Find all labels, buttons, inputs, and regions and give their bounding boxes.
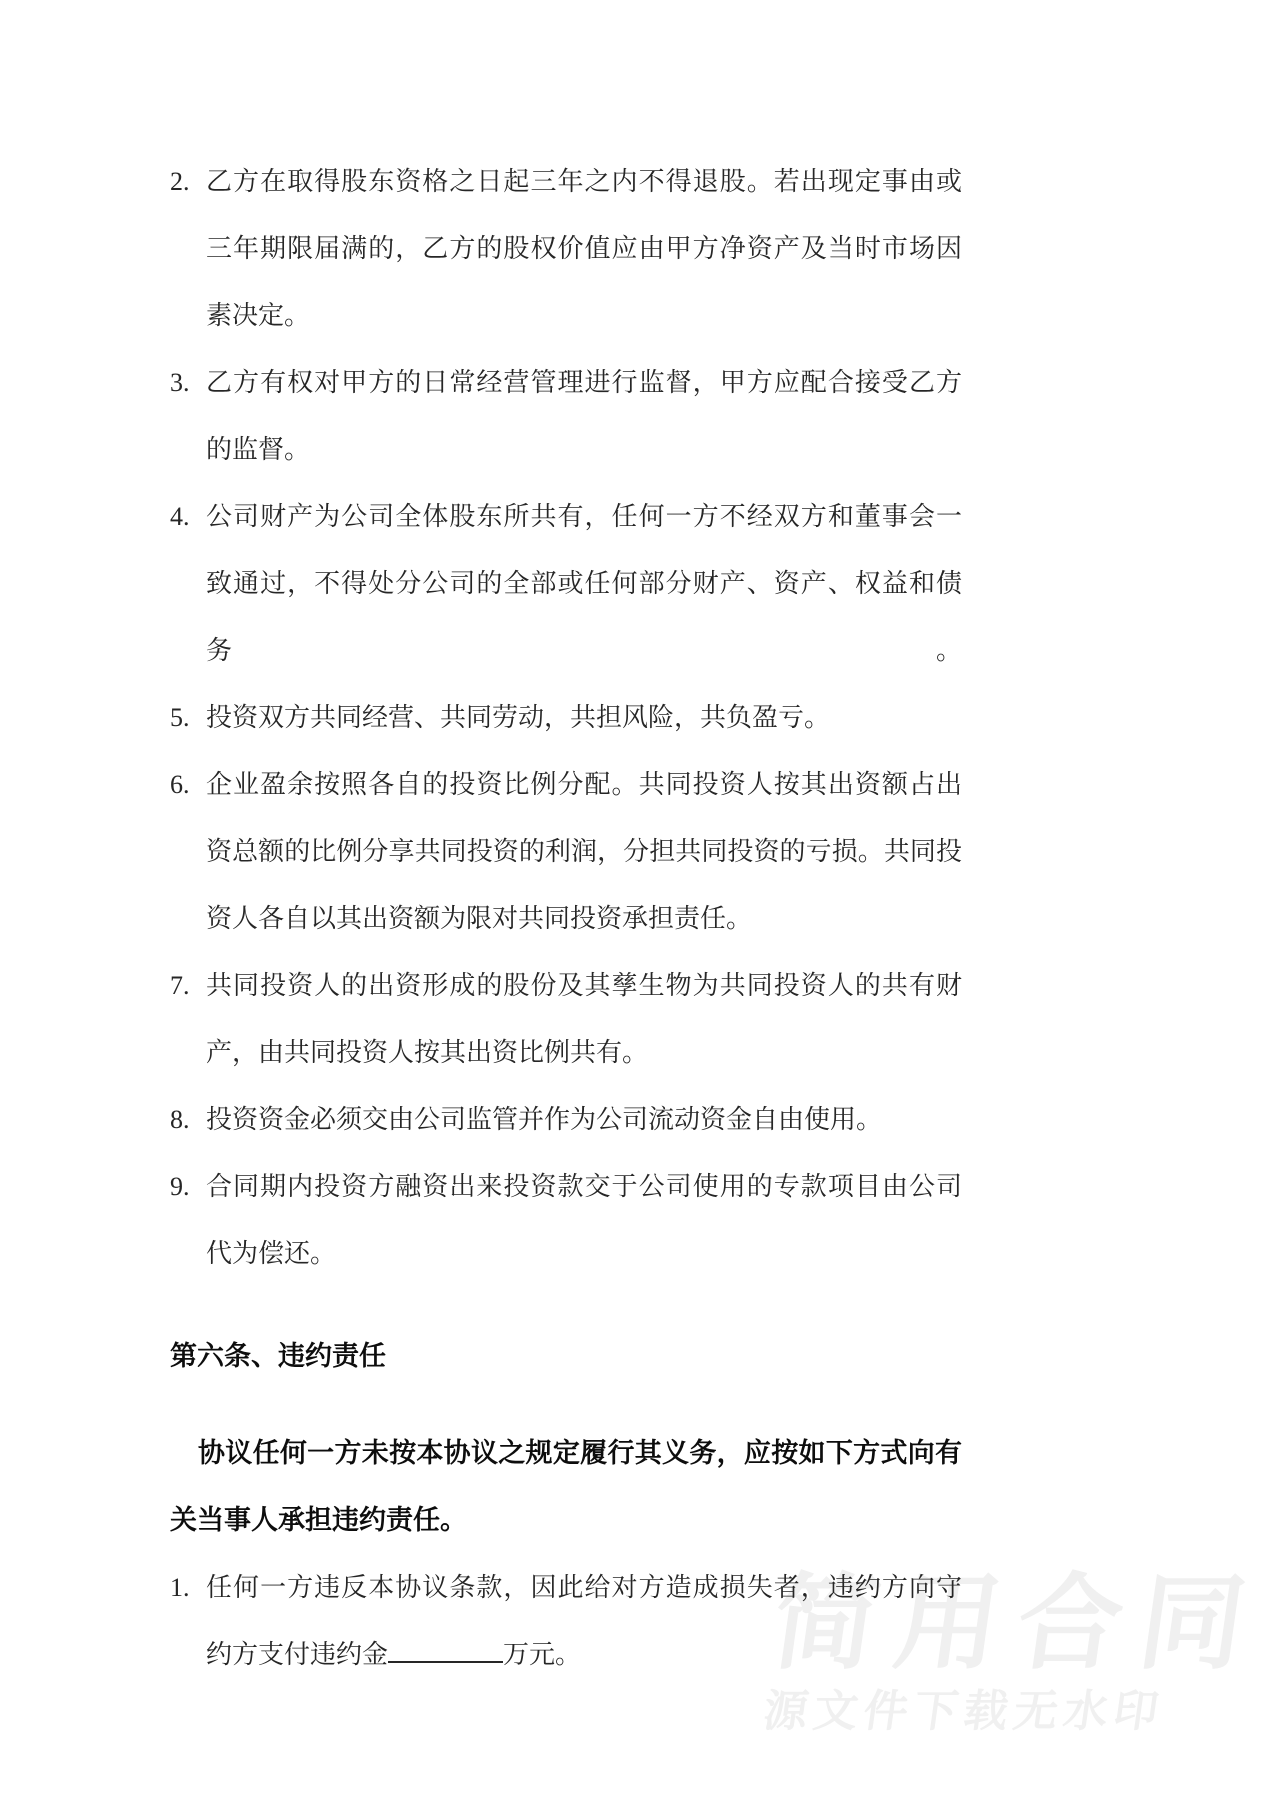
item-line: 产，由共同投资人按其出资比例共有。 xyxy=(206,1038,649,1067)
item-line: 代为偿还。 xyxy=(206,1239,337,1268)
item-text xyxy=(206,148,962,349)
item-text xyxy=(206,684,962,751)
penalty-suffix: 万元。 xyxy=(503,1640,582,1669)
contract-item-2 xyxy=(170,148,962,349)
item-line: 资人各自以其出资额为限对共同投资承担责任。 xyxy=(206,904,753,933)
item-text xyxy=(206,349,962,483)
item-line: 投资双方共同经营、共同劳动，共担风险，共负盈亏。 xyxy=(206,703,831,732)
intro-line: 关当事人承担违约责任。 xyxy=(170,1505,467,1535)
item-text xyxy=(206,751,962,952)
item-text xyxy=(206,1086,962,1153)
item-line: 投资资金必须交由公司监管并作为公司流动资金自由使用。 xyxy=(206,1105,883,1134)
item-line: 任何一方违反本协议条款，因此给对方造成损失者，违约方向守 xyxy=(206,1573,962,1602)
contract-item-6 xyxy=(170,751,962,952)
contract-item-7 xyxy=(170,952,962,1086)
contract-item-5 xyxy=(170,684,962,751)
item-number: 5. xyxy=(170,703,190,732)
contract-item-3 xyxy=(170,349,962,483)
item-line: 企业盈余按照各自的投资比例分配。共同投资人按其出资额占出 xyxy=(206,770,962,799)
item-line: 三年期限届满的，乙方的股权价值应由甲方净资产及当时市场因 xyxy=(206,234,962,263)
breach-item-1 xyxy=(170,1554,962,1688)
contract-item-9 xyxy=(170,1153,962,1287)
item-line: 共同投资人的出资形成的股份及其孳生物为共同投资人的共有财 xyxy=(206,971,962,1000)
item-number: 3. xyxy=(170,368,190,397)
contract-body xyxy=(170,148,962,1688)
item-line: 资总额的比例分享共同投资的利润，分担共同投资的亏损。共同投 xyxy=(206,837,962,866)
contract-item-4 xyxy=(170,483,962,684)
item-number: 1. xyxy=(170,1573,190,1602)
item-number: 9. xyxy=(170,1172,190,1201)
item-text xyxy=(206,483,962,684)
item-line: 致通过，不得处分公司的全部或任何部分财产、资产、权益和债务。 xyxy=(206,569,962,665)
item-text xyxy=(206,1153,962,1287)
item-line: 合同期内投资方融资出来投资款交于公司使用的专款项目由公司 xyxy=(206,1172,962,1201)
item-line: 的监督。 xyxy=(206,435,311,464)
penalty-prefix: 约方支付违约金 xyxy=(206,1640,389,1669)
section-heading: 第六条、违约责任 xyxy=(170,1341,386,1371)
item-line: 乙方在取得股东资格之日起三年之内不得退股。若出现定事由或 xyxy=(206,167,962,196)
watermark-brand: 简用合同 xyxy=(765,1566,1271,1682)
item-number: 2. xyxy=(170,167,190,196)
blank-underline xyxy=(388,1635,503,1663)
item-line xyxy=(206,1621,962,1688)
item-number: 4. xyxy=(170,502,190,531)
item-line: 素决定。 xyxy=(206,301,311,330)
watermark-tagline: 源文件下载无水印 xyxy=(760,1687,1168,1736)
item-line: 公司财产为公司全体股东所共有，任何一方不经双方和董事会一 xyxy=(206,502,962,531)
item-text xyxy=(206,1554,962,1688)
item-number: 7. xyxy=(170,971,190,1000)
section-intro xyxy=(170,1420,962,1554)
item-number: 8. xyxy=(170,1105,190,1134)
item-text xyxy=(206,952,962,1086)
contract-item-8 xyxy=(170,1086,962,1153)
item-line: 乙方有权对甲方的日常经营管理进行监督，甲方应配合接受乙方 xyxy=(206,368,962,397)
item-number: 6. xyxy=(170,770,190,799)
intro-line: 协议任何一方未按本协议之规定履行其义务，应按如下方式向有 xyxy=(198,1438,962,1468)
